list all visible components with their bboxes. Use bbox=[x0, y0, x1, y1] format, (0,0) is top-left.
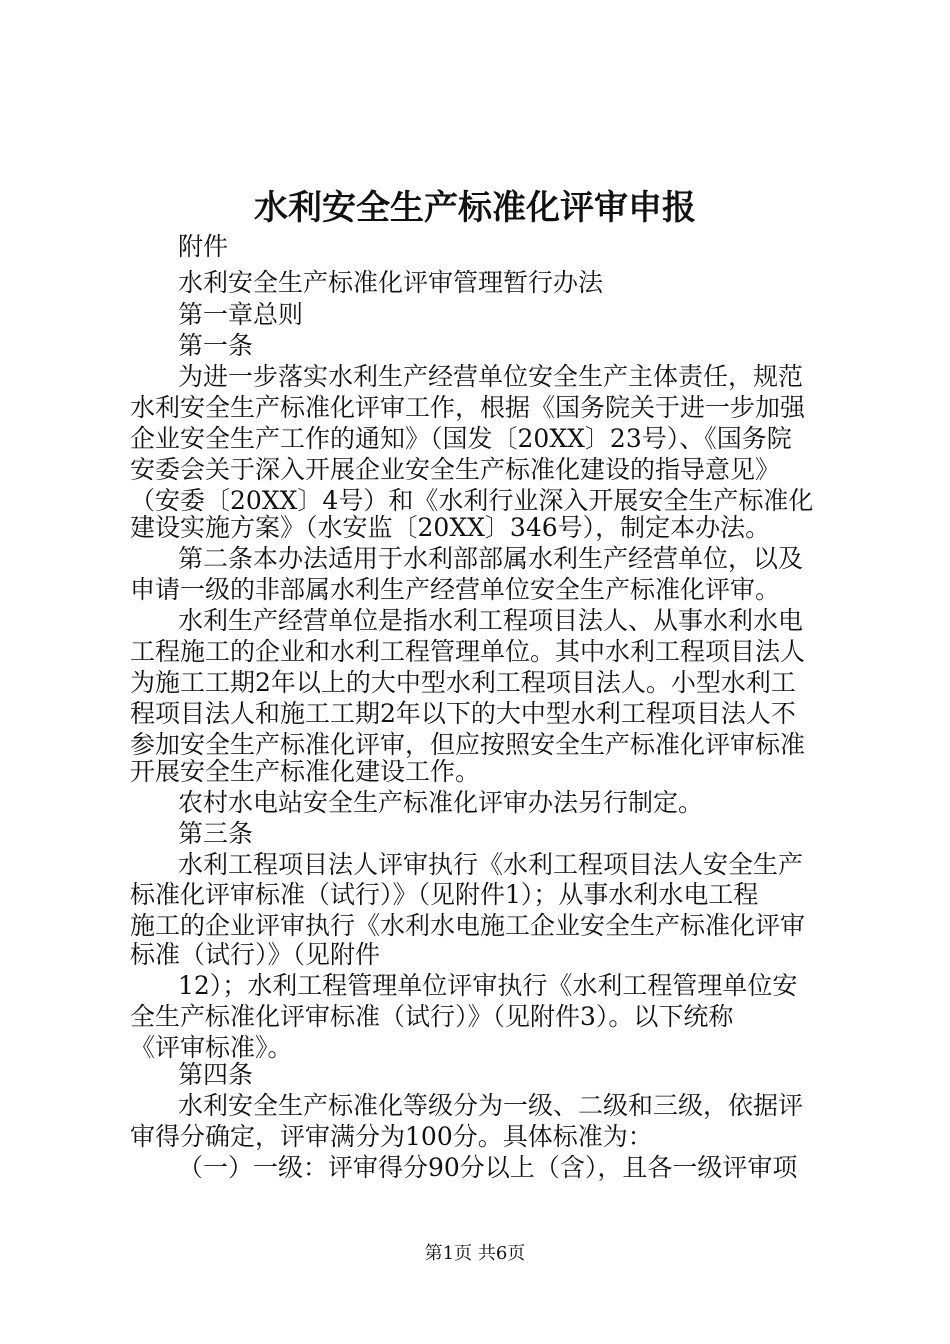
paragraph-line: 《评审标准》。 bbox=[130, 1033, 293, 1062]
paragraph-line: 第三条 bbox=[178, 819, 254, 848]
paragraph-line: （一）一级：评审得分90分以上（含），且各一级评审项 bbox=[178, 1153, 798, 1182]
paragraph-line: 第二条本办法适用于水利部部属水利生产经营单位，以及 bbox=[178, 544, 804, 573]
paragraph-line: 农村水电站安全生产标准化评审办法另行制定。 bbox=[178, 788, 704, 817]
paragraph-line: 第一条 bbox=[178, 331, 254, 360]
paragraph-line: 申请一级的非部属水利生产经营单位安全生产标准化评审。 bbox=[130, 575, 781, 604]
paragraph-line: 水利生产经营单位是指水利工程项目法人、从事水利水电 bbox=[178, 606, 804, 635]
paragraph-line: 安委会关于深入开展企业安全生产标准化建设的指导意见》 bbox=[130, 455, 781, 484]
paragraph-line: 12）；水利工程管理单位评审执行《水利工程管理单位安 bbox=[178, 971, 798, 1000]
paragraph-line: 施工的企业评审执行《水利水电施工企业安全生产标准化评审 bbox=[130, 911, 806, 940]
paragraph-line: 水利安全生产标准化评审管理暂行办法 bbox=[178, 268, 604, 297]
page-footer: 第1页 共6页 bbox=[424, 1243, 526, 1264]
paragraph-line: 参加安全生产标准化评审，但应按照安全生产标准化评审标准 bbox=[130, 730, 806, 759]
paragraph-line: 为进一步落实水利生产经营单位安全生产主体责任，规范 bbox=[178, 362, 804, 391]
paragraph-line: 审得分确定，评审满分为100分。具体标准为： bbox=[130, 1122, 653, 1151]
paragraph-line: 程项目法人和施工工期2年以下的大中型水利工程项目法人不 bbox=[130, 699, 796, 728]
paragraph-line: 第一章总则 bbox=[178, 300, 304, 329]
document-title: 水利安全生产标准化评审申报 bbox=[254, 188, 696, 228]
paragraph-line: 标准化评审标准（试行）》（见附件1）；从事水利水电工程 bbox=[130, 880, 759, 909]
paragraph-line: 开展安全生产标准化建设工作。 bbox=[130, 757, 481, 786]
paragraph-line: 水利安全生产标准化等级分为一级、二级和三级，依据评 bbox=[178, 1091, 804, 1120]
paragraph-line: 全生产标准化评审标准（试行）》（见附件3）。以下统称 bbox=[130, 1002, 734, 1031]
paragraph-line: （安委〔20XX〕4号）和《水利行业深入开展安全生产标准化 bbox=[130, 486, 814, 515]
paragraph-line: 为施工工期2年以上的大中型水利工程项目法人。小型水利工 bbox=[130, 668, 796, 697]
paragraph-line: 企业安全生产工作的通知》（国发〔20XX〕23号）、《国务院 bbox=[130, 424, 792, 453]
paragraph-line: 标准（试行）》（见附件 bbox=[130, 940, 381, 969]
paragraph-line: 第四条 bbox=[178, 1060, 254, 1089]
paragraph-line: 水利工程项目法人评审执行《水利工程项目法人安全生产 bbox=[178, 850, 804, 879]
paragraph-line: 水利安全生产标准化评审工作，根据《国务院关于进一步加强 bbox=[130, 393, 806, 422]
paragraph-line: 建设实施方案》（水安监〔20XX〕346号），制定本办法。 bbox=[130, 513, 771, 542]
paragraph-line: 工程施工的企业和水利工程管理单位。其中水利工程项目法人 bbox=[130, 637, 806, 666]
paragraph-line: 附件 bbox=[178, 232, 229, 261]
